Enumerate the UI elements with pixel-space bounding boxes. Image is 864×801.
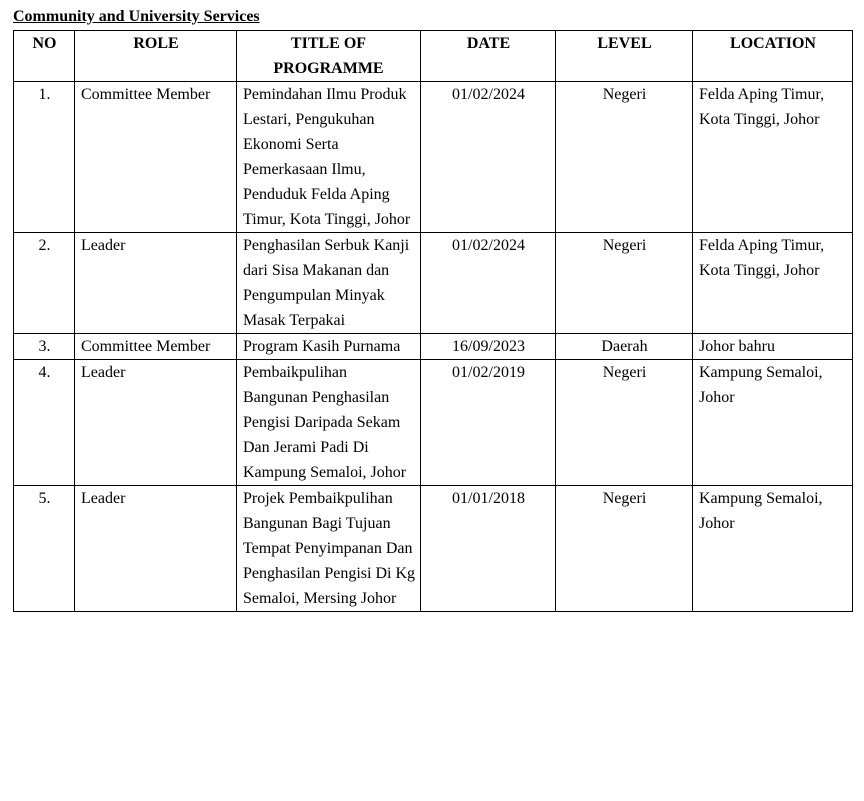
header-row xyxy=(14,31,853,82)
cell-date: 01/02/2024 xyxy=(421,82,556,233)
table-row xyxy=(14,233,853,334)
cell-title: Pemindahan Ilmu Produk Lestari, Pengukuhan Ekonomi Serta Pemerkasaan Ilmu, Penduduk Felda Aping Timur, Kota Tinggi, Johor xyxy=(237,82,421,233)
cell-title: Penghasilan Serbuk Kanji dari Sisa Makanan dan Pengumpulan Minyak Masak Terpakai xyxy=(237,233,421,334)
cell-no: 3. xyxy=(14,334,75,360)
cell-date: 16/09/2023 xyxy=(421,334,556,360)
cell-no: 1. xyxy=(14,82,75,233)
cell-level: Daerah xyxy=(556,334,693,360)
table-row xyxy=(14,82,853,233)
header-location: LOCATION xyxy=(693,31,853,82)
cell-title: Pembaikpulihan Bangunan Penghasilan Pengisi Daripada Sekam Dan Jerami Padi Di Kampung Semaloi, Johor xyxy=(237,360,421,486)
cell-title: Program Kasih Purnama xyxy=(237,334,421,360)
cell-location: Felda Aping Timur, Kota Tinggi, Johor xyxy=(693,233,853,334)
cell-date: 01/02/2019 xyxy=(421,360,556,486)
section-heading: Community and University Services xyxy=(13,8,260,25)
table-body xyxy=(14,82,853,612)
cell-role: Leader xyxy=(75,233,237,334)
cell-location: Kampung Semaloi, Johor xyxy=(693,486,853,612)
cell-location: Johor bahru xyxy=(693,334,853,360)
cell-role: Committee Member xyxy=(75,334,237,360)
header-level: LEVEL xyxy=(556,31,693,82)
table-row xyxy=(14,486,853,612)
cell-role: Leader xyxy=(75,360,237,486)
cell-title: Projek Pembaikpulihan Bangunan Bagi Tujuan Tempat Penyimpanan Dan Penghasilan Pengisi Di Kg Semaloi, Mersing Johor xyxy=(237,486,421,612)
cell-level: Negeri xyxy=(556,82,693,233)
table-row xyxy=(14,360,853,486)
header-no: NO xyxy=(14,31,75,82)
header-date: DATE xyxy=(421,31,556,82)
cell-role: Leader xyxy=(75,486,237,612)
cell-location: Felda Aping Timur, Kota Tinggi, Johor xyxy=(693,82,853,233)
cell-level: Negeri xyxy=(556,233,693,334)
cell-no: 5. xyxy=(14,486,75,612)
cell-date: 01/01/2018 xyxy=(421,486,556,612)
cell-level: Negeri xyxy=(556,360,693,486)
table-header xyxy=(14,31,853,82)
cell-level: Negeri xyxy=(556,486,693,612)
services-table xyxy=(13,30,853,612)
cell-no: 4. xyxy=(14,360,75,486)
header-role: ROLE xyxy=(75,31,237,82)
cell-location: Kampung Semaloi, Johor xyxy=(693,360,853,486)
cell-no: 2. xyxy=(14,233,75,334)
table-row xyxy=(14,334,853,360)
header-title: TITLE OF PROGRAMME xyxy=(237,31,421,82)
cell-date: 01/02/2024 xyxy=(421,233,556,334)
cell-role: Committee Member xyxy=(75,82,237,233)
